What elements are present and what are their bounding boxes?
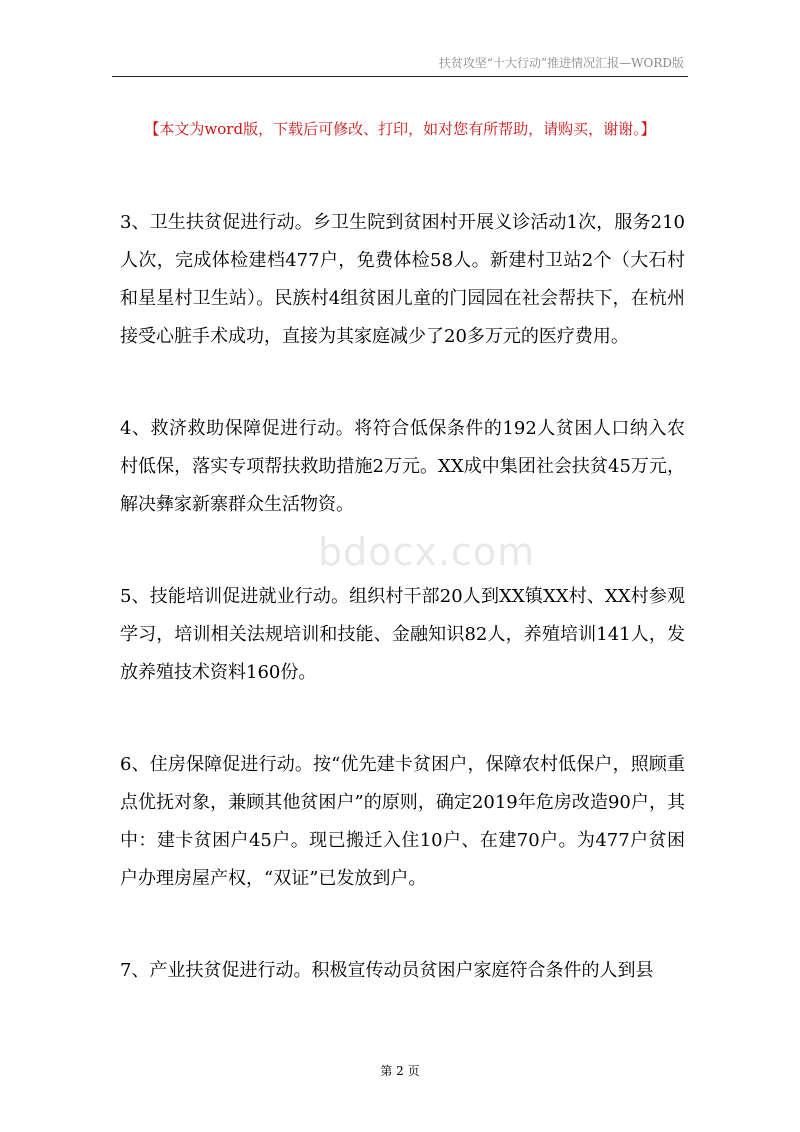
header-title: 扶贫攻坚“十大行动”推进情况汇报—WORD版 [438,56,684,70]
page-header [112,52,688,77]
paragraph-skills-training: 5、技能培训促进就业行动。组织村干部20人到XX镇XX村、XX村参观学习，培训相关法规培训和技能、金融知识82人，养殖培训141人，发放养殖技术资料160份。 [120,586,685,683]
paragraph-housing: 6、住房保障促进行动。按“优先建卡贫困户，保障农村低保户，照顾重点优抚对象，兼顾其他贫困户”的原则，确定2019年危房改造90户，其中：建卡贫困户45户。现已搬迁入住10户、在建70户。为477户贫困户办理房屋产权，“双证”已发放到户。 [120,754,685,889]
watermark: bdocx.com [318,530,536,574]
purchase-notice: 【本文为word版，下载后可修改、打印，如对您有所帮助，请购买，谢谢。】 [144,120,656,138]
page-number: 第 2 页 [380,1064,420,1078]
paragraph-industry: 7、产业扶贫促进行动。积极宣传动员贫困户家庭符合条件的人到县 [120,960,654,981]
paragraph-relief-assistance: 4、救济救助保障促进行动。将符合低保条件的192人贫困人口纳入农村低保，落实专项帮扶救助措施2万元。XX成中集团社会扶贫45万元，解决彝家新寨群众生活物资。 [120,418,685,515]
paragraph-health-poverty: 3、卫生扶贫促进行动。乡卫生院到贫困村开展义诊活动1次，服务210人次，完成体检建档477户，免费体检58人。新建村卫站2个（大石村和星星村卫生站）。民族村4组贫困儿童的门园园在社会帮扶下，在杭州接受心脏手术成功，直接为其家庭减少了20多万元的医疗费用。 [120,212,685,347]
document-body [120,204,685,1044]
